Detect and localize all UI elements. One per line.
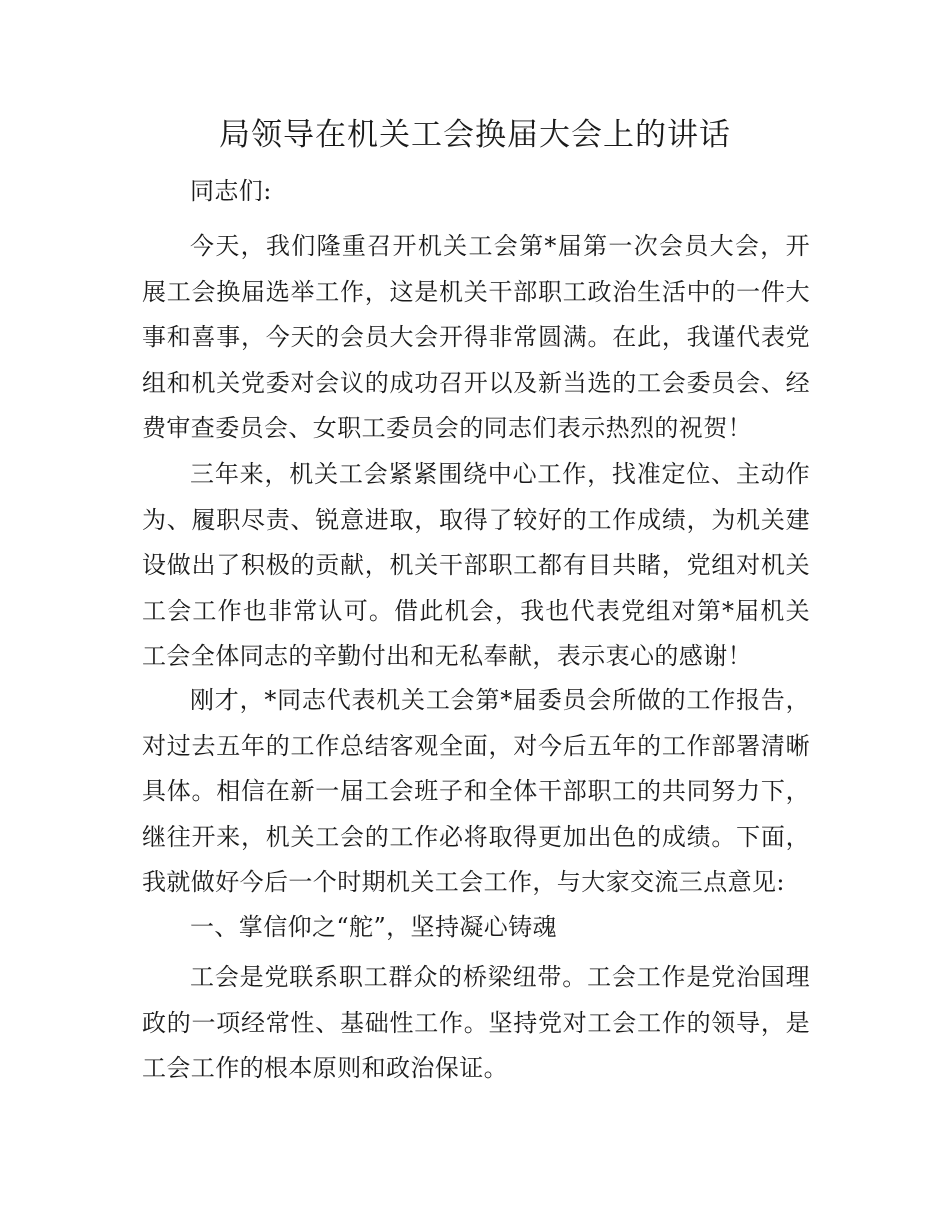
greeting: 同志们: xyxy=(190,177,272,205)
paragraph-3: 刚才，*同志代表机关工会第*届委员会所做的工作报告，对过去五年的工作总结客观全面，对今后五年的工作部署清晰具体。相信在新一届工会班子和全体干部职工的共同努力下，继往开来，机关工会的工作必将取得更加出色的成绩。下面，我就做好今后一个时期机关工会工作，与大家交流三点意见: xyxy=(142,686,810,896)
document-title: 局领导在机关工会换届大会上的讲话 xyxy=(219,117,731,153)
paragraph-1: 今天，我们隆重召开机关工会第*届第一次会员大会，开展工会换届选举工作，这是机关干部职工政治生活中的一件大事和喜事，今天的会员大会开得非常圆满。在此，我谨代表党组和机关党委对会议的成功召开以及新当选的工会委员会、经费审查委员会、女职工委员会的同志们表示热烈的祝贺！ xyxy=(142,232,810,442)
paragraph-2: 三年来，机关工会紧紧围绕中心工作，找准定位、主动作为、履职尽责、锐意进取，取得了较好的工作成绩，为机关建设做出了积极的贡献，机关干部职工都有目共睹，党组对机关工会工作也非常认可。借此机会，我也代表党组对第*届机关工会全体同志的辛勤付出和无私奉献，表示衷心的感谢！ xyxy=(142,460,810,670)
section-heading-1: 一、掌信仰之“舵”，坚持凝心铸魂 xyxy=(190,913,557,941)
paragraph-4: 工会是党联系职工群众的桥梁纽带。工会工作是党治国理政的一项经常性、基础性工作。坚持党对工会工作的领导，是工会工作的根本原则和政治保证。 xyxy=(142,963,810,1082)
